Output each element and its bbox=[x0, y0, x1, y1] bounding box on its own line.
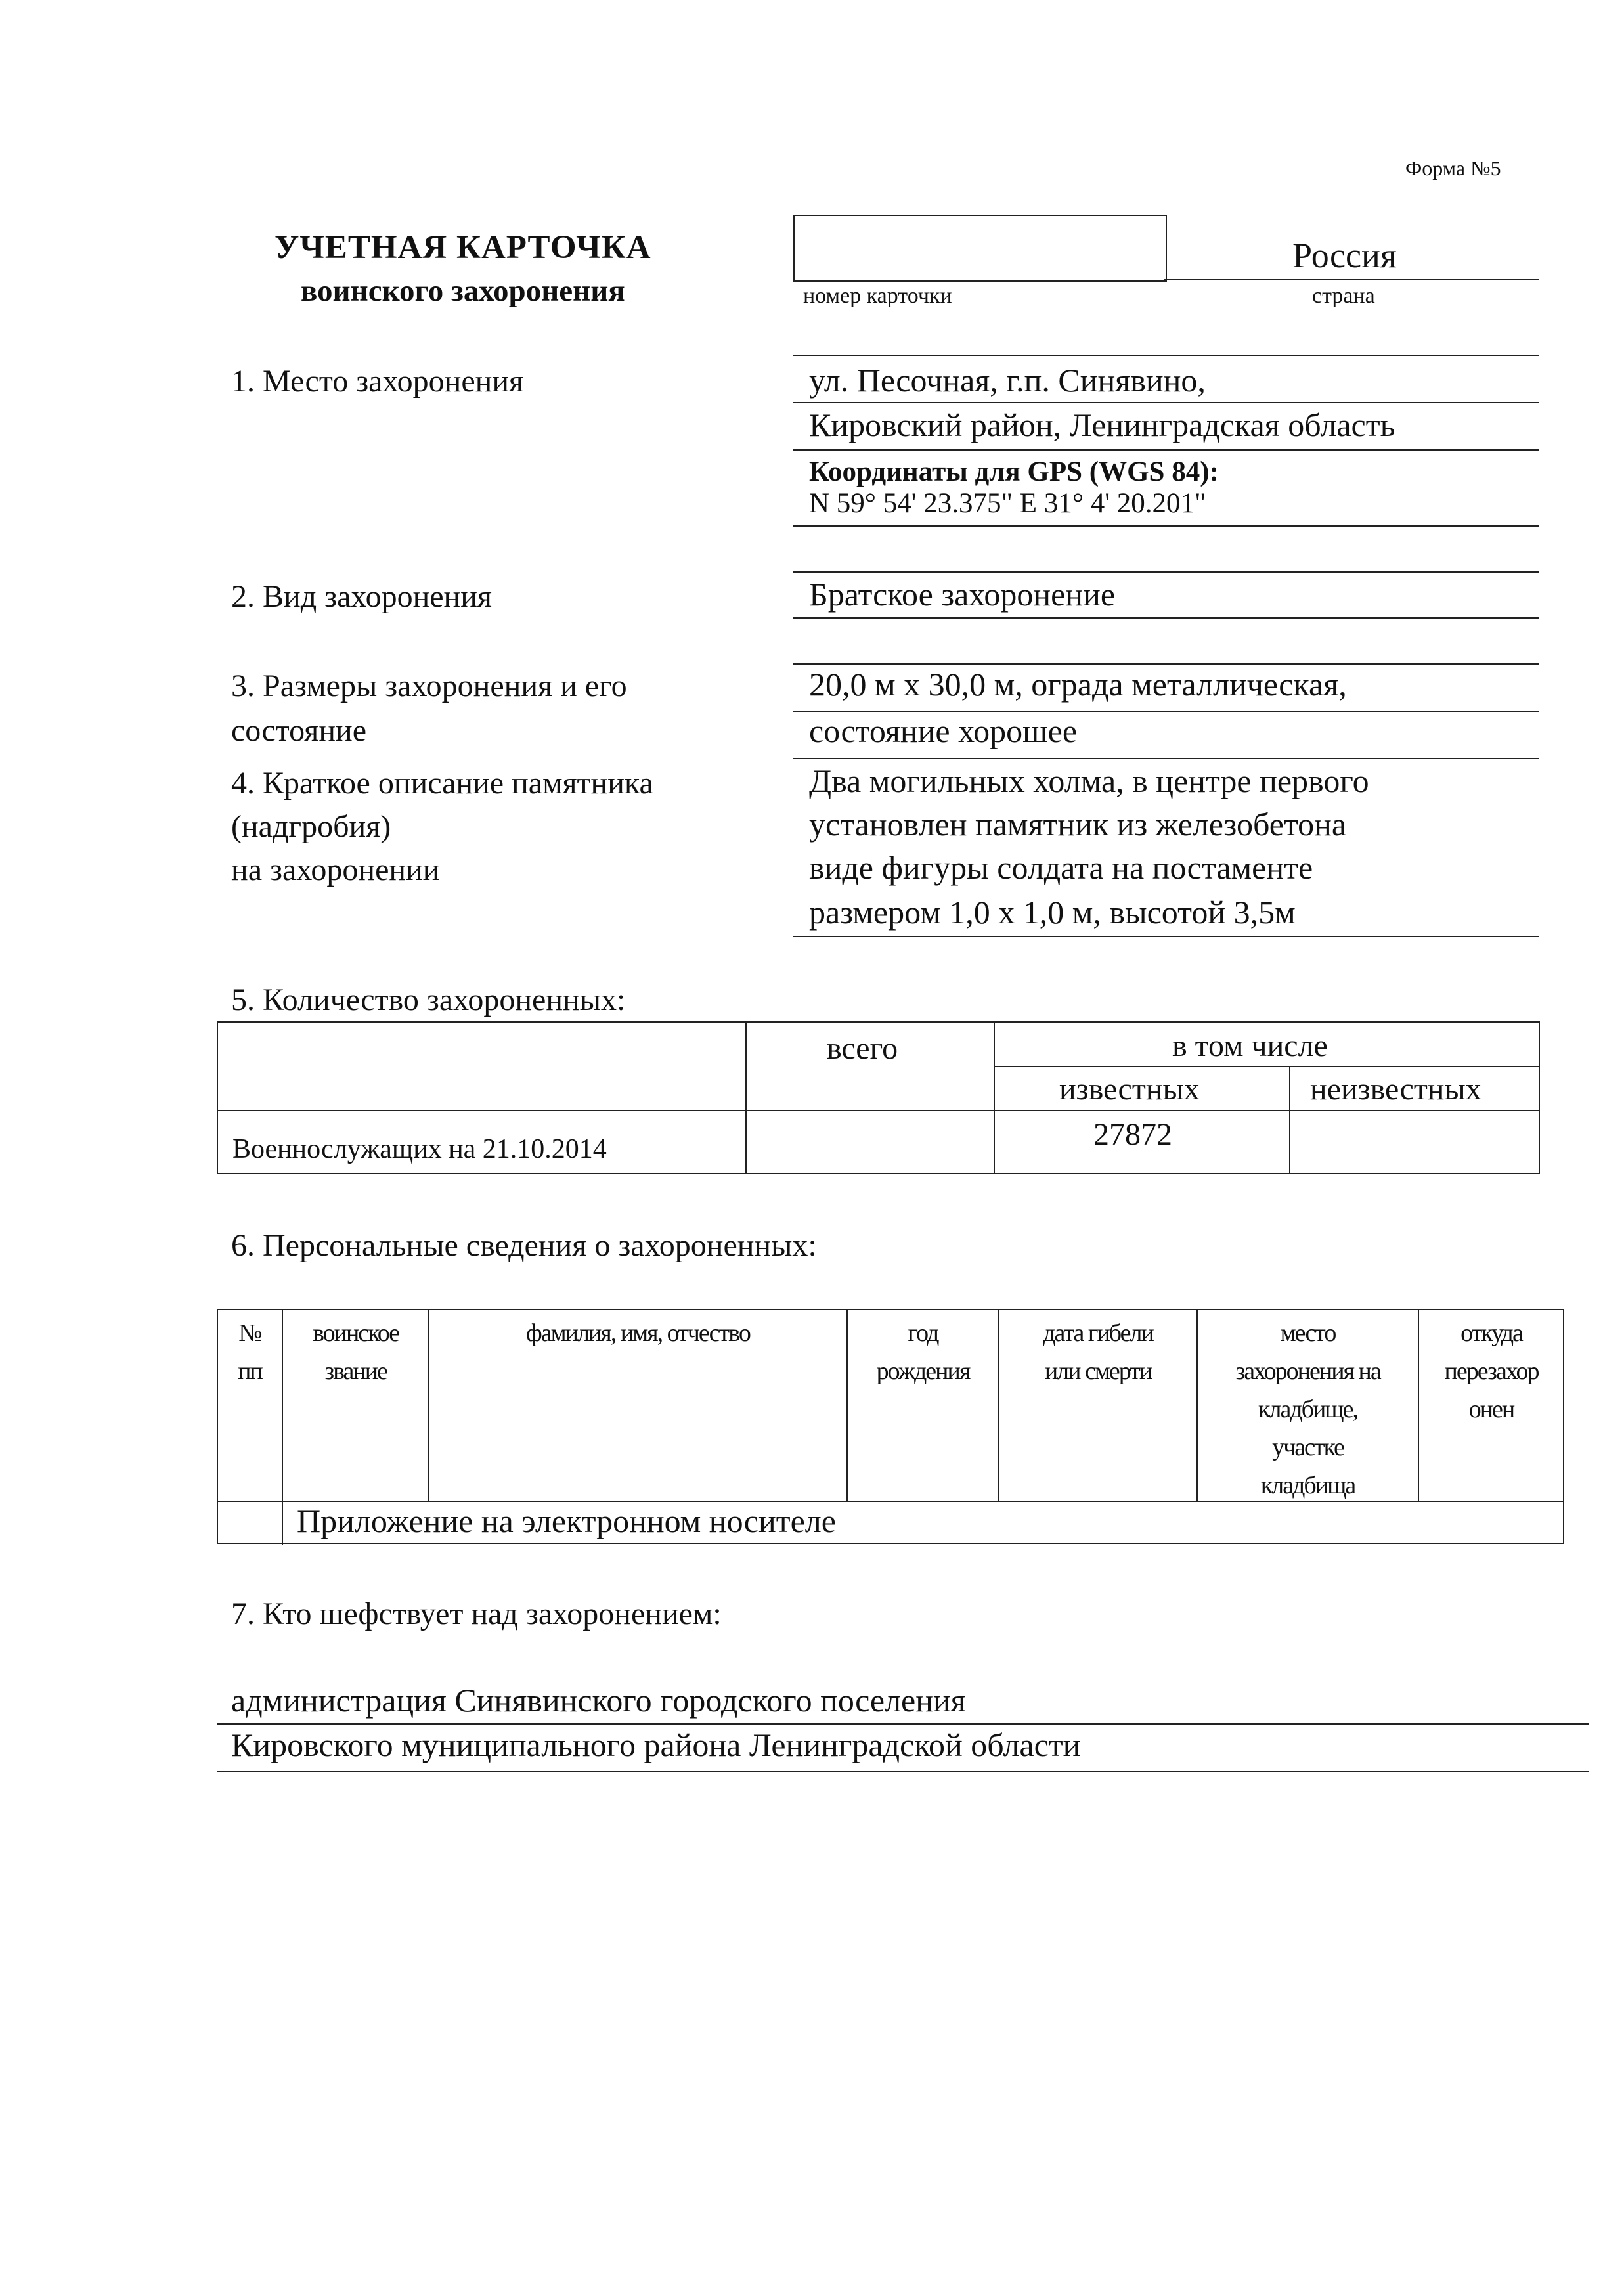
col-unknown: неизвестных bbox=[1310, 1072, 1481, 1107]
rule bbox=[793, 449, 1539, 451]
size-line1: 20,0 м х 30,0 м, ограда металлическая, bbox=[809, 666, 1347, 703]
rule bbox=[217, 1771, 1589, 1772]
monument-label-3: на захоронении bbox=[231, 852, 440, 887]
rule bbox=[793, 617, 1539, 619]
rule bbox=[793, 355, 1539, 356]
count-row-known: 27872 bbox=[1093, 1117, 1172, 1152]
card-subtitle: воинского захоронения bbox=[301, 274, 625, 308]
monument-line2: установлен памятник из железобетона bbox=[809, 806, 1347, 843]
count-row-label: Военнослужащих на 21.10.2014 bbox=[232, 1134, 607, 1164]
patron-line1: администрация Синявинского городского поселения bbox=[231, 1682, 966, 1719]
count-header-total bbox=[745, 1021, 995, 1111]
col-including: в том числе bbox=[1172, 1028, 1328, 1063]
personal-table bbox=[217, 1309, 1564, 1544]
rule bbox=[793, 525, 1539, 527]
header-num: № пп bbox=[238, 1319, 262, 1385]
monument-line3: виде фигуры солдата на постаменте bbox=[809, 849, 1313, 886]
gps-title: Координаты для GPS (WGS 84): bbox=[809, 456, 1219, 487]
personal-label: 6. Персональные сведения о захороненных: bbox=[231, 1228, 817, 1263]
place-line1: ул. Песочная, г.п. Синявино, bbox=[809, 362, 1206, 399]
count-header-known bbox=[994, 1066, 1290, 1111]
country-underline bbox=[1164, 279, 1539, 280]
card-number-box bbox=[793, 215, 1167, 282]
rule bbox=[793, 936, 1539, 937]
patron-line2: Кировского муниципального района Ленинградской области bbox=[231, 1727, 1081, 1763]
count-row-label-cell bbox=[217, 1110, 747, 1174]
header-rank: воинское звание bbox=[312, 1319, 399, 1385]
card-title: УЧЕТНАЯ КАРТОЧКА bbox=[274, 229, 651, 266]
size-label-2: состояние bbox=[231, 713, 366, 748]
form-number: Форма №5 bbox=[1405, 156, 1501, 180]
place-label: 1. Место захоронения bbox=[231, 364, 524, 399]
type-label: 2. Вид захоронения bbox=[231, 579, 493, 614]
count-header-including bbox=[994, 1021, 1540, 1067]
col-known: известных bbox=[1059, 1072, 1200, 1107]
count-header-unknown bbox=[1289, 1066, 1540, 1111]
monument-line4: размером 1,0 х 1,0 м, высотой 3,5м bbox=[809, 894, 1296, 931]
rule bbox=[793, 663, 1539, 665]
size-line2: состояние хорошее bbox=[809, 713, 1078, 749]
count-row-known-cell bbox=[994, 1110, 1290, 1174]
count-table bbox=[217, 1021, 1540, 1174]
country-caption: страна bbox=[1312, 284, 1375, 308]
count-row-unknown bbox=[1289, 1110, 1540, 1174]
count-label: 5. Количество захороненных: bbox=[231, 982, 626, 1017]
header-birth: год рождения bbox=[876, 1319, 970, 1385]
header-place: место захоронения на кладбище, участке кладбища bbox=[1235, 1319, 1380, 1499]
count-header-empty bbox=[217, 1021, 747, 1111]
rule bbox=[793, 758, 1539, 759]
header-name: фамилия, имя, отчество bbox=[526, 1319, 750, 1347]
rule bbox=[793, 571, 1539, 573]
appendix-note: Приложение на электронном носителе bbox=[297, 1503, 836, 1539]
header-death: дата гибели или смерти bbox=[1043, 1319, 1153, 1385]
count-row-total bbox=[745, 1110, 995, 1174]
col-total: всего bbox=[827, 1031, 898, 1066]
gps-value: N 59° 54' 23.375" E 31° 4' 20.201" bbox=[809, 488, 1206, 519]
country-value: Россия bbox=[1292, 236, 1397, 275]
monument-label-1: 4. Краткое описание памятника bbox=[231, 766, 653, 801]
rule bbox=[217, 1723, 1589, 1725]
monument-label-2: (надгробия) bbox=[231, 809, 391, 844]
place-line2: Кировский район, Ленинградская область bbox=[809, 407, 1395, 443]
type-value: Братское захоронение bbox=[809, 576, 1116, 613]
monument-line1: Два могильных холма, в центре первого bbox=[809, 762, 1369, 799]
col-divider bbox=[282, 1501, 283, 1545]
size-label-1: 3. Размеры захоронения и его bbox=[231, 669, 627, 703]
header-from: откуда перезахор онен bbox=[1444, 1319, 1539, 1423]
patron-label: 7. Кто шефствует над захоронением: bbox=[231, 1596, 722, 1631]
rule bbox=[793, 402, 1539, 403]
card-number-caption: номер карточки bbox=[803, 284, 952, 308]
